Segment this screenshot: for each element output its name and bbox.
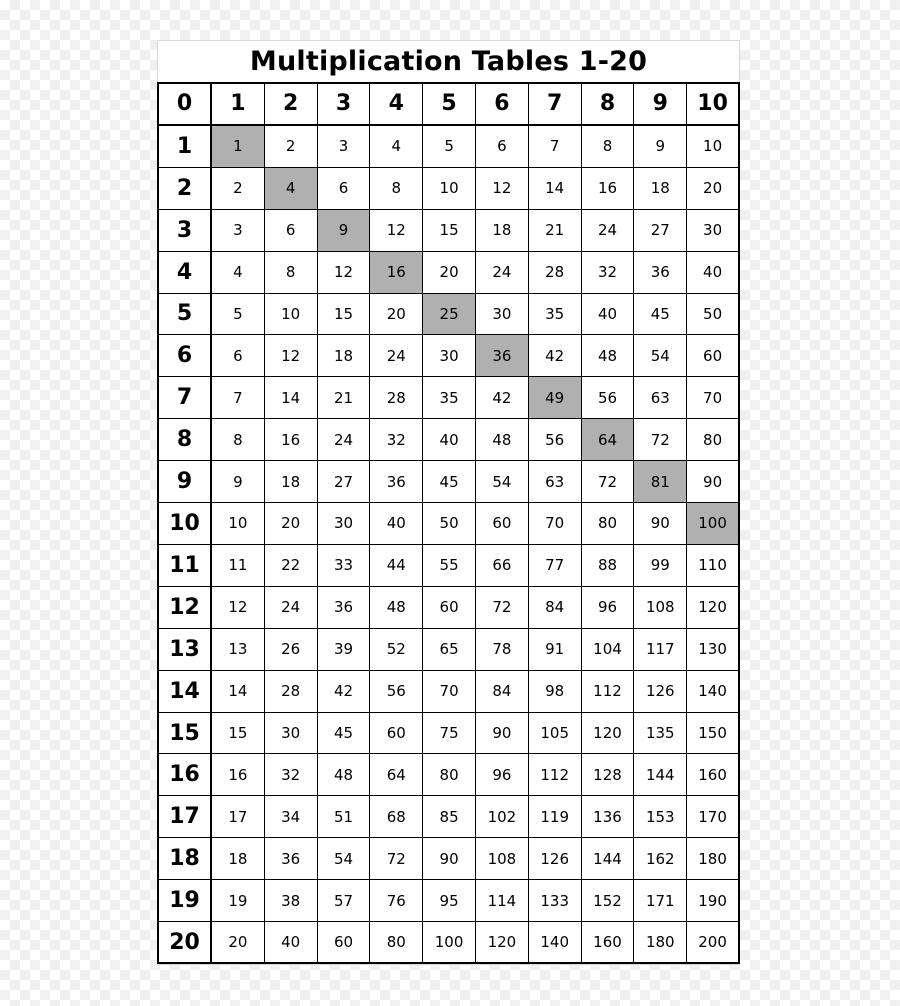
table-cell: 70 xyxy=(529,503,582,545)
row-header-10: 10 xyxy=(159,503,212,545)
row-header-8: 8 xyxy=(159,419,212,461)
table-cell: 24 xyxy=(265,587,318,629)
table-cell: 9 xyxy=(634,126,687,168)
table-cell: 170 xyxy=(687,796,740,838)
table-cell: 30 xyxy=(423,335,476,377)
table-cell: 75 xyxy=(423,713,476,755)
table-cell: 3 xyxy=(318,126,371,168)
table-cell: 180 xyxy=(634,922,687,964)
table-cell: 38 xyxy=(265,880,318,922)
table-cell: 66 xyxy=(476,545,529,587)
table-cell: 40 xyxy=(582,294,635,336)
table-cell: 160 xyxy=(582,922,635,964)
table-cell: 200 xyxy=(687,922,740,964)
table-cell: 130 xyxy=(687,629,740,671)
table-cell: 56 xyxy=(529,419,582,461)
table-cell: 7 xyxy=(529,126,582,168)
table-cell: 26 xyxy=(265,629,318,671)
table-cell: 108 xyxy=(476,838,529,880)
table-cell: 119 xyxy=(529,796,582,838)
table-cell: 60 xyxy=(476,503,529,545)
row-header-11: 11 xyxy=(159,545,212,587)
row-header-13: 13 xyxy=(159,629,212,671)
table-cell: 90 xyxy=(687,461,740,503)
table-cell: 3 xyxy=(212,210,265,252)
table-cell: 10 xyxy=(687,126,740,168)
row-header-1: 1 xyxy=(159,126,212,168)
table-cell: 30 xyxy=(476,294,529,336)
table-cell: 48 xyxy=(582,335,635,377)
table-cell: 24 xyxy=(370,335,423,377)
table-cell: 10 xyxy=(212,503,265,545)
table-cell: 8 xyxy=(265,252,318,294)
table-cell: 36 xyxy=(265,838,318,880)
table-cell: 128 xyxy=(582,754,635,796)
table-cell: 54 xyxy=(634,335,687,377)
table-cell: 42 xyxy=(318,671,371,713)
table-cell: 84 xyxy=(529,587,582,629)
table-cell: 117 xyxy=(634,629,687,671)
column-header-5: 5 xyxy=(423,84,476,126)
table-cell: 14 xyxy=(265,377,318,419)
table-cell: 150 xyxy=(687,713,740,755)
table-title: Multiplication Tables 1-20 xyxy=(249,46,648,77)
table-cell: 45 xyxy=(634,294,687,336)
table-cell: 110 xyxy=(687,545,740,587)
table-cell: 63 xyxy=(529,461,582,503)
column-header-10: 10 xyxy=(687,84,740,126)
table-cell: 28 xyxy=(370,377,423,419)
table-cell: 30 xyxy=(318,503,371,545)
table-cell: 56 xyxy=(370,671,423,713)
row-header-19: 19 xyxy=(159,880,212,922)
table-cell: 19 xyxy=(212,880,265,922)
table-cell: 68 xyxy=(370,796,423,838)
column-header-9: 9 xyxy=(634,84,687,126)
table-cell: 112 xyxy=(582,671,635,713)
row-header-18: 18 xyxy=(159,838,212,880)
table-cell: 4 xyxy=(212,252,265,294)
table-cell: 45 xyxy=(318,713,371,755)
table-cell: 90 xyxy=(634,503,687,545)
table-cell: 12 xyxy=(318,252,371,294)
table-cell: 18 xyxy=(476,210,529,252)
table-cell: 70 xyxy=(687,377,740,419)
table-cell: 4 xyxy=(370,126,423,168)
table-cell: 35 xyxy=(423,377,476,419)
table-cell: 6 xyxy=(476,126,529,168)
table-cell: 21 xyxy=(318,377,371,419)
table-cell: 20 xyxy=(423,252,476,294)
table-cell: 16 xyxy=(212,754,265,796)
table-cell: 6 xyxy=(212,335,265,377)
table-cell: 11 xyxy=(212,545,265,587)
table-cell: 15 xyxy=(318,294,371,336)
table-cell: 28 xyxy=(265,671,318,713)
column-header-3: 3 xyxy=(318,84,371,126)
table-cell: 90 xyxy=(476,713,529,755)
table-cell: 64 xyxy=(370,754,423,796)
row-header-20: 20 xyxy=(159,922,212,964)
table-cell: 12 xyxy=(370,210,423,252)
table-cell-square: 1 xyxy=(212,126,265,168)
table-cell: 120 xyxy=(687,587,740,629)
table-cell: 33 xyxy=(318,545,371,587)
table-cell: 20 xyxy=(687,168,740,210)
table-cell: 96 xyxy=(476,754,529,796)
table-cell: 39 xyxy=(318,629,371,671)
table-cell: 42 xyxy=(476,377,529,419)
table-cell: 5 xyxy=(212,294,265,336)
table-cell: 40 xyxy=(423,419,476,461)
table-cell: 18 xyxy=(265,461,318,503)
multiplication-grid xyxy=(157,82,740,964)
row-header-12: 12 xyxy=(159,587,212,629)
table-cell: 60 xyxy=(687,335,740,377)
table-cell: 30 xyxy=(687,210,740,252)
table-cell: 90 xyxy=(423,838,476,880)
table-cell: 27 xyxy=(318,461,371,503)
table-cell: 144 xyxy=(634,754,687,796)
table-cell: 72 xyxy=(582,461,635,503)
table-cell-square: 4 xyxy=(265,168,318,210)
table-cell: 40 xyxy=(265,922,318,964)
table-cell-square: 25 xyxy=(423,294,476,336)
table-cell: 102 xyxy=(476,796,529,838)
table-cell: 100 xyxy=(423,922,476,964)
table-cell: 20 xyxy=(265,503,318,545)
table-cell: 144 xyxy=(582,838,635,880)
table-cell: 24 xyxy=(582,210,635,252)
table-cell: 15 xyxy=(212,713,265,755)
row-header-15: 15 xyxy=(159,713,212,755)
table-cell: 18 xyxy=(634,168,687,210)
table-cell: 120 xyxy=(582,713,635,755)
table-cell: 104 xyxy=(582,629,635,671)
row-header-7: 7 xyxy=(159,377,212,419)
table-cell: 5 xyxy=(423,126,476,168)
table-cell: 24 xyxy=(318,419,371,461)
table-cell: 17 xyxy=(212,796,265,838)
row-header-3: 3 xyxy=(159,210,212,252)
table-cell: 135 xyxy=(634,713,687,755)
column-header-7: 7 xyxy=(529,84,582,126)
row-header-5: 5 xyxy=(159,294,212,336)
table-cell: 52 xyxy=(370,629,423,671)
row-header-6: 6 xyxy=(159,335,212,377)
table-cell: 65 xyxy=(423,629,476,671)
table-cell: 14 xyxy=(529,168,582,210)
table-cell: 126 xyxy=(529,838,582,880)
table-cell: 80 xyxy=(687,419,740,461)
table-cell: 7 xyxy=(212,377,265,419)
table-cell: 190 xyxy=(687,880,740,922)
table-cell: 10 xyxy=(265,294,318,336)
table-cell: 8 xyxy=(370,168,423,210)
table-cell: 42 xyxy=(529,335,582,377)
table-cell: 32 xyxy=(265,754,318,796)
table-cell: 54 xyxy=(318,838,371,880)
table-cell: 36 xyxy=(634,252,687,294)
table-cell: 30 xyxy=(265,713,318,755)
table-cell: 152 xyxy=(582,880,635,922)
table-cell: 9 xyxy=(212,461,265,503)
table-cell: 96 xyxy=(582,587,635,629)
table-cell: 40 xyxy=(687,252,740,294)
table-cell: 80 xyxy=(370,922,423,964)
table-cell: 91 xyxy=(529,629,582,671)
table-cell: 108 xyxy=(634,587,687,629)
table-cell-square: 9 xyxy=(318,210,371,252)
table-cell: 84 xyxy=(476,671,529,713)
table-cell: 171 xyxy=(634,880,687,922)
table-cell: 27 xyxy=(634,210,687,252)
table-cell: 10 xyxy=(423,168,476,210)
table-cell: 105 xyxy=(529,713,582,755)
table-cell: 162 xyxy=(634,838,687,880)
table-cell: 85 xyxy=(423,796,476,838)
table-cell: 14 xyxy=(212,671,265,713)
table-cell: 98 xyxy=(529,671,582,713)
table-cell: 51 xyxy=(318,796,371,838)
table-cell: 8 xyxy=(582,126,635,168)
table-cell: 140 xyxy=(529,922,582,964)
table-cell: 80 xyxy=(582,503,635,545)
row-header-14: 14 xyxy=(159,671,212,713)
table-cell: 78 xyxy=(476,629,529,671)
table-cell-square: 100 xyxy=(687,503,740,545)
table-cell: 72 xyxy=(370,838,423,880)
table-cell: 56 xyxy=(582,377,635,419)
table-cell: 80 xyxy=(423,754,476,796)
table-cell: 12 xyxy=(212,587,265,629)
table-cell: 15 xyxy=(423,210,476,252)
table-cell: 6 xyxy=(318,168,371,210)
table-cell: 20 xyxy=(370,294,423,336)
table-cell: 44 xyxy=(370,545,423,587)
row-header-17: 17 xyxy=(159,796,212,838)
table-cell: 18 xyxy=(212,838,265,880)
table-cell: 55 xyxy=(423,545,476,587)
column-header-8: 8 xyxy=(582,84,635,126)
column-header-6: 6 xyxy=(476,84,529,126)
table-cell: 36 xyxy=(370,461,423,503)
table-cell: 70 xyxy=(423,671,476,713)
table-cell: 18 xyxy=(318,335,371,377)
table-cell: 48 xyxy=(476,419,529,461)
table-cell: 153 xyxy=(634,796,687,838)
table-cell: 40 xyxy=(370,503,423,545)
table-cell: 32 xyxy=(582,252,635,294)
table-cell: 76 xyxy=(370,880,423,922)
table-cell: 63 xyxy=(634,377,687,419)
table-cell-square: 49 xyxy=(529,377,582,419)
table-cell: 45 xyxy=(423,461,476,503)
corner-header-cell: 0 xyxy=(159,84,212,126)
table-cell: 99 xyxy=(634,545,687,587)
table-cell: 16 xyxy=(582,168,635,210)
table-cell: 133 xyxy=(529,880,582,922)
table-cell: 20 xyxy=(212,922,265,964)
table-cell: 60 xyxy=(370,713,423,755)
table-cell: 95 xyxy=(423,880,476,922)
table-cell: 60 xyxy=(318,922,371,964)
table-cell: 48 xyxy=(318,754,371,796)
row-header-2: 2 xyxy=(159,168,212,210)
table-cell: 13 xyxy=(212,629,265,671)
table-cell-square: 16 xyxy=(370,252,423,294)
table-cell: 136 xyxy=(582,796,635,838)
table-cell: 2 xyxy=(265,126,318,168)
table-cell: 28 xyxy=(529,252,582,294)
row-header-4: 4 xyxy=(159,252,212,294)
table-cell: 6 xyxy=(265,210,318,252)
table-cell: 88 xyxy=(582,545,635,587)
table-cell: 12 xyxy=(265,335,318,377)
row-header-9: 9 xyxy=(159,461,212,503)
table-cell: 16 xyxy=(265,419,318,461)
table-cell: 48 xyxy=(370,587,423,629)
table-cell: 22 xyxy=(265,545,318,587)
table-cell: 36 xyxy=(318,587,371,629)
table-cell: 57 xyxy=(318,880,371,922)
table-cell: 54 xyxy=(476,461,529,503)
table-cell: 32 xyxy=(370,419,423,461)
table-cell-square: 81 xyxy=(634,461,687,503)
table-cell: 8 xyxy=(212,419,265,461)
table-cell: 60 xyxy=(423,587,476,629)
table-cell: 114 xyxy=(476,880,529,922)
table-cell: 180 xyxy=(687,838,740,880)
row-header-16: 16 xyxy=(159,754,212,796)
column-header-2: 2 xyxy=(265,84,318,126)
table-cell: 120 xyxy=(476,922,529,964)
table-cell: 24 xyxy=(476,252,529,294)
table-cell: 72 xyxy=(634,419,687,461)
table-cell: 12 xyxy=(476,168,529,210)
table-cell: 50 xyxy=(687,294,740,336)
table-cell: 34 xyxy=(265,796,318,838)
table-cell: 2 xyxy=(212,168,265,210)
table-cell: 35 xyxy=(529,294,582,336)
table-cell: 77 xyxy=(529,545,582,587)
table-cell: 140 xyxy=(687,671,740,713)
table-cell: 126 xyxy=(634,671,687,713)
table-cell-square: 64 xyxy=(582,419,635,461)
table-cell: 72 xyxy=(476,587,529,629)
table-cell: 112 xyxy=(529,754,582,796)
table-cell: 160 xyxy=(687,754,740,796)
table-cell-square: 36 xyxy=(476,335,529,377)
table-cell: 50 xyxy=(423,503,476,545)
column-header-4: 4 xyxy=(370,84,423,126)
table-cell: 21 xyxy=(529,210,582,252)
column-header-1: 1 xyxy=(212,84,265,126)
